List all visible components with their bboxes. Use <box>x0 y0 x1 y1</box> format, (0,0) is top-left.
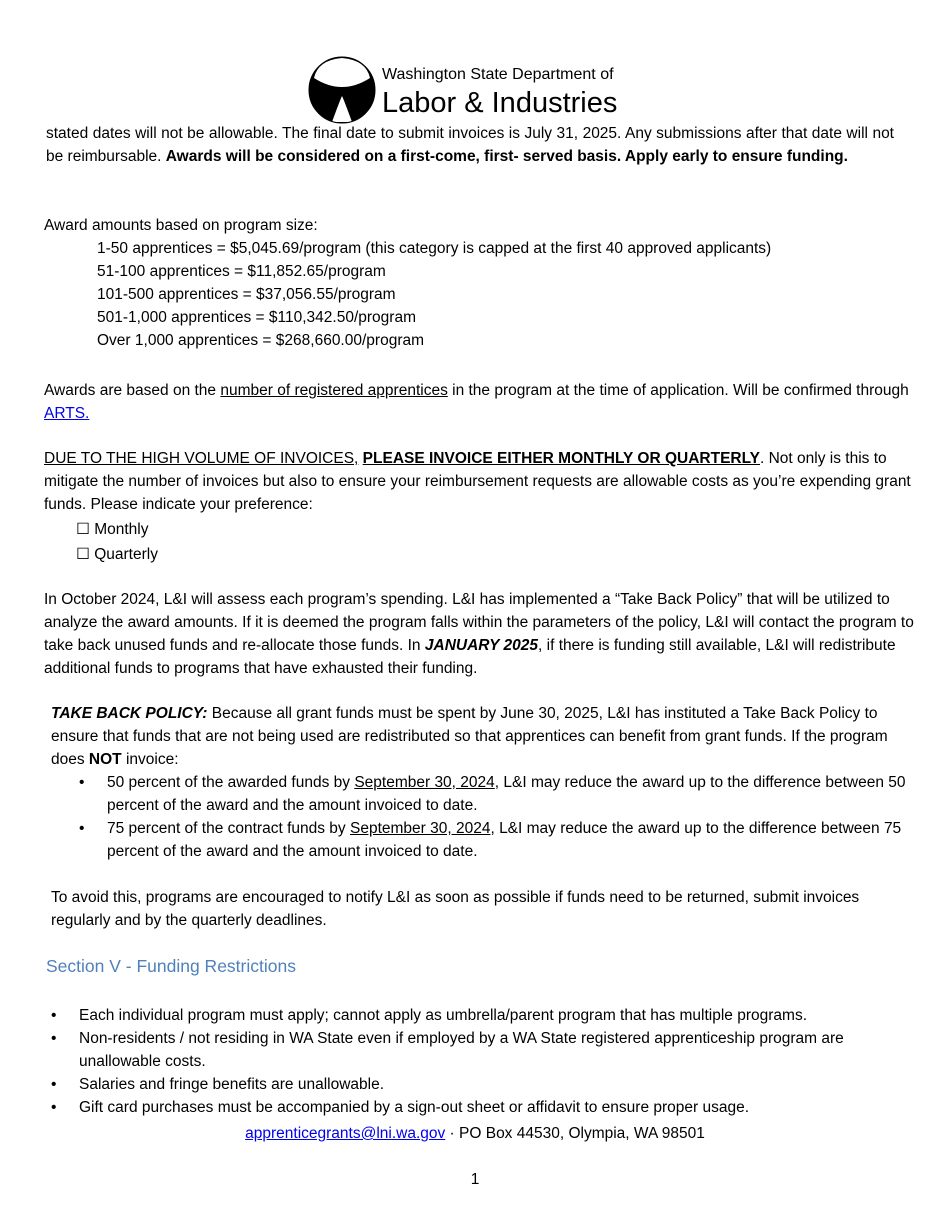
invoicing-bold: PLEASE INVOICE EITHER MONTHLY OR QUARTERLY <box>362 450 760 467</box>
list-item <box>79 771 915 817</box>
invoicing-underlined: DUE TO THE HIGH VOLUME OF INVOICES, <box>44 450 359 467</box>
bullet-icon: • <box>51 1076 57 1093</box>
footer-contact <box>0 1122 950 1145</box>
assessment-text: In October 2024, L&I will assess each program’s spending. L&I has implemented a “Take Back Policy” that will be utilized to analyze the award amounts. If it is deemed the program falls within the parameters of the policy, L&I will contact the program to take back unused funds and re-allocate those funds. In <box>44 591 914 654</box>
lni-logo-mark-icon <box>306 56 378 124</box>
list-item <box>51 1027 911 1073</box>
take-back-not: NOT <box>88 751 122 768</box>
bullet-icon: • <box>51 1099 57 1116</box>
checkbox-icon[interactable]: ☐ <box>76 546 90 563</box>
award-heading: Award amounts based on program size: <box>44 217 318 234</box>
take-back-label: TAKE BACK POLICY: <box>51 705 208 722</box>
assessment-text2: , if there is funding still available, L&I will redistribute additional funds to programs that have exhausted their funding. <box>44 637 896 677</box>
restrictions-list <box>51 1004 911 1119</box>
list-item <box>79 817 915 863</box>
award-basis-paragraph <box>44 379 914 425</box>
bullet-icon: • <box>79 774 85 791</box>
award-tier: Over 1,000 apprentices = $268,660.00/program <box>97 332 425 349</box>
footer-address: · PO Box 44530, Olympia, WA 98501 <box>445 1125 705 1142</box>
list-item <box>51 1096 911 1119</box>
restriction-text: Each individual program must apply; cannot apply as umbrella/parent program that has multiple programs. <box>79 1007 808 1024</box>
restriction-text: Gift card purchases must be accompanied by a sign-out sheet or affidavit to ensure proper usage. <box>79 1099 750 1116</box>
bullet-date: September 30, 2024 <box>354 774 495 791</box>
award-tier: 501-1,000 apprentices = $110,342.50/program <box>97 309 416 326</box>
avoid-paragraph: To avoid this, programs are encouraged to notify L&I as soon as possible if funds need to be returned, submit invoices regularly and by the quarterly deadlines. <box>51 889 860 929</box>
take-back-bullets <box>79 771 915 863</box>
arts-link[interactable]: ARTS. <box>44 405 90 422</box>
section-heading: Section V - Funding Restrictions <box>46 956 296 976</box>
take-back-policy <box>51 702 915 771</box>
invoice-preference-options <box>76 518 158 566</box>
award-tier: 51-100 apprentices = $11,852.65/program <box>97 263 386 280</box>
award-tier: 101-500 apprentices = $37,056.55/program <box>97 286 396 303</box>
option-monthly-label: Monthly <box>94 521 149 538</box>
option-quarterly-label: Quarterly <box>94 546 158 563</box>
bullet-post: , L&I may reduce the award up to the difference between 75 percent of the award and the amount invoiced to date. <box>107 820 902 860</box>
assessment-emphasis: JANUARY 2025 <box>424 637 539 654</box>
bullet-icon: • <box>51 1030 57 1047</box>
award-amounts <box>44 214 924 352</box>
bullet-icon: • <box>79 820 85 837</box>
list-item <box>51 1073 911 1096</box>
bullet-post: , L&I may reduce the award up to the difference between 50 percent of the award and the amount invoiced to date. <box>107 774 906 814</box>
assessment-paragraph <box>44 588 914 680</box>
restriction-text: Non-residents / not residing in WA State even if employed by a WA State registered apprenticeship program are unallowable costs. <box>79 1030 844 1070</box>
intro-text: stated dates will not be allowable. The final date to submit invoices is July 31, 2025. Any submissions after that date will not be reimbursable. <box>46 125 894 165</box>
bullet-icon: • <box>51 1007 57 1024</box>
org-name-line2: Labor & Industries <box>382 87 618 119</box>
award-tier: 1-50 apprentices = $5,045.69/program (this category is capped at the first 40 approved applicants) <box>97 240 772 257</box>
intro-bold-text: Awards will be considered on a first-come, first- served basis. Apply early to ensure funding. <box>165 148 848 165</box>
basis-post: in the program at the time of application. Will be confirmed through <box>447 382 909 399</box>
agency-logo <box>306 56 616 124</box>
bullet-pre: 50 percent of the awarded funds by <box>107 774 355 791</box>
invoicing-rest: . Not only is this to mitigate the number of invoices but also to ensure your reimbursement requests are allowable costs as you’re expending grant funds. Please indicate your preference: <box>44 450 911 513</box>
intro-paragraph <box>46 122 894 168</box>
list-item <box>51 1004 911 1027</box>
basis-pre: Awards are based on the <box>44 382 221 399</box>
org-name-line1: Washington State Department of <box>382 66 614 83</box>
take-back-text-end: invoice: <box>121 751 179 768</box>
bullet-pre: 75 percent of the contract funds by <box>107 820 350 837</box>
option-monthly[interactable] <box>76 518 158 541</box>
page-number: 1 <box>470 1171 480 1188</box>
checkbox-icon[interactable]: ☐ <box>76 521 90 538</box>
option-quarterly[interactable] <box>76 543 158 566</box>
basis-underlined: number of registered apprentices <box>220 382 448 399</box>
email-link[interactable]: apprenticegrants@lni.wa.gov <box>245 1125 446 1142</box>
restriction-text: Salaries and fringe benefits are unallowable. <box>79 1076 385 1093</box>
invoicing-paragraph <box>44 447 914 516</box>
take-back-text: Because all grant funds must be spent by June 30, 2025, L&I has instituted a Take Back Policy to ensure that funds that are not being used are redistributed so that apprentices can benefit from grant funds. If the program does <box>51 705 888 768</box>
bullet-date: September 30, 2024 <box>349 820 491 837</box>
